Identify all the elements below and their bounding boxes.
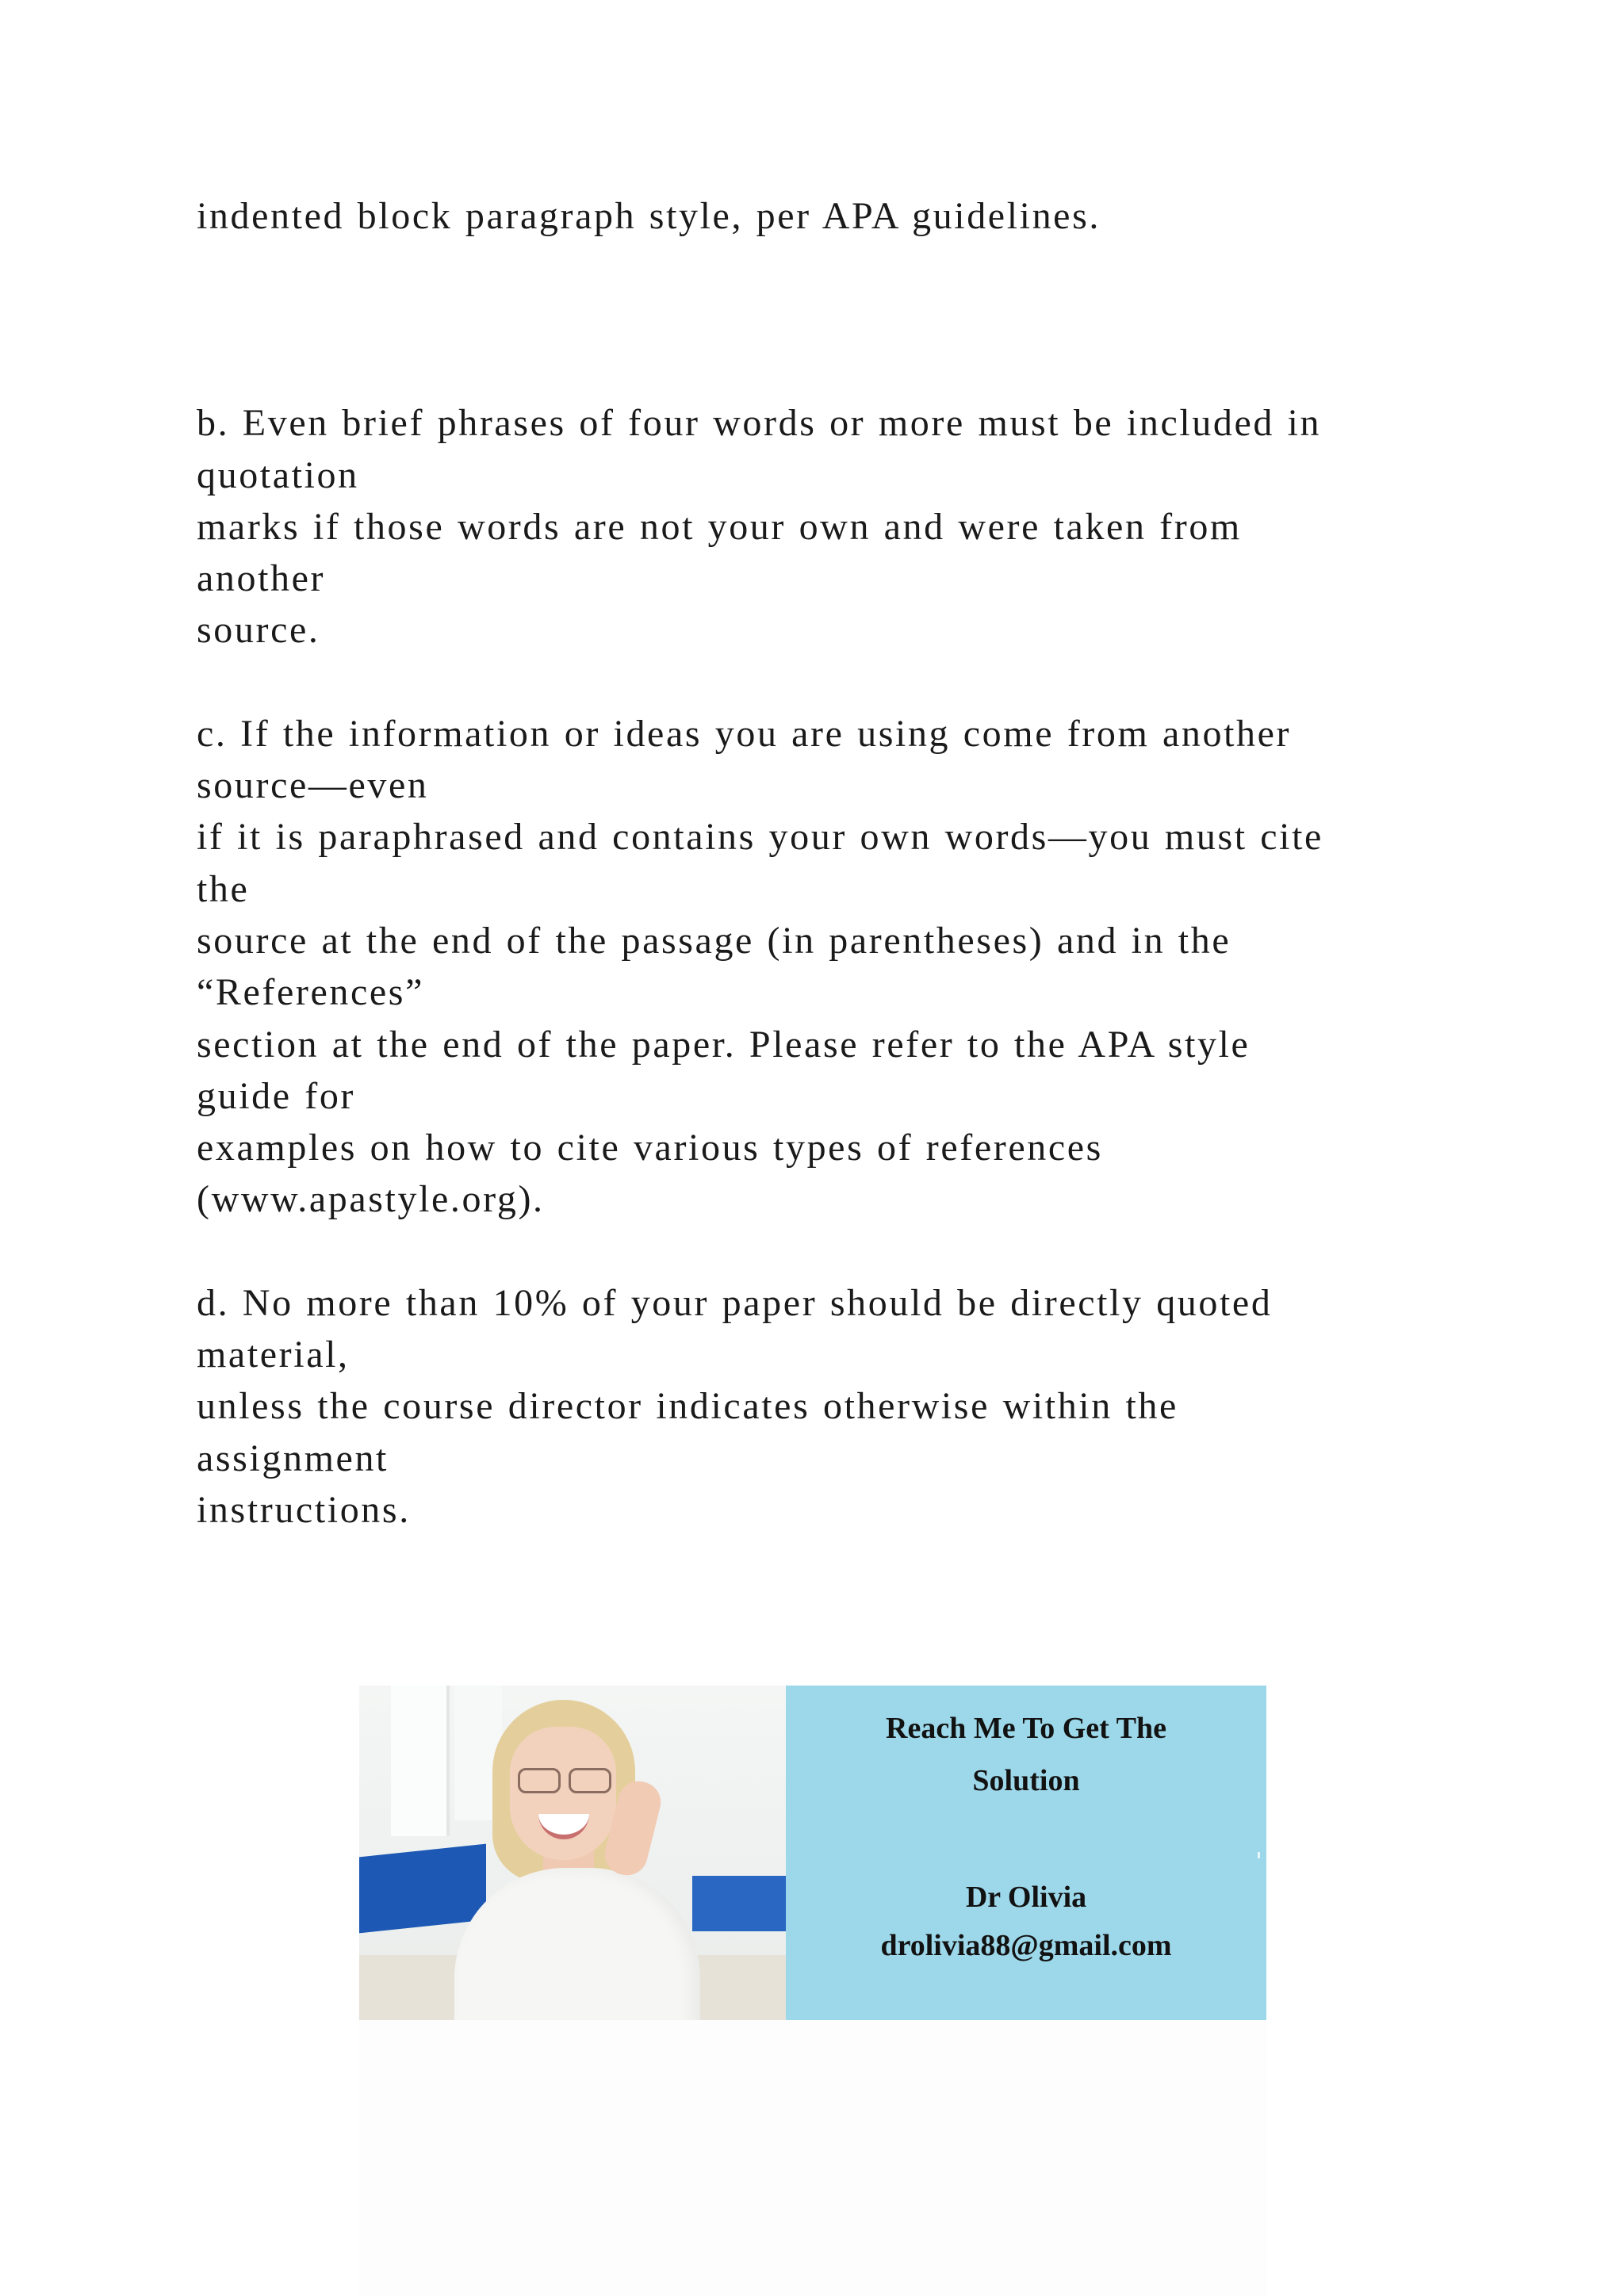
contact-banner: [359, 1686, 1266, 2020]
text-line: c. If the information or ideas you are using come from another: [197, 712, 1292, 755]
text-line: instructions.: [197, 1488, 411, 1531]
text-line: source at the end of the passage (in parentheses) and in the: [197, 919, 1231, 962]
text-line: the: [197, 867, 250, 910]
text-line: unless the course director indicates otherwise within the: [197, 1385, 1178, 1428]
banner-headline-cont: Solution: [972, 1764, 1080, 1797]
contact-email[interactable]: drolivia88@gmail.com: [880, 1929, 1172, 1962]
text-line: source.: [197, 609, 320, 652]
text-line: examples on how to cite various types of references: [197, 1127, 1103, 1169]
paragraph-intro: [197, 190, 1481, 242]
text-line: quotation: [197, 453, 359, 496]
paragraph-d: [197, 1277, 1481, 1536]
banner-headline: Reach Me To Get The: [886, 1712, 1166, 1745]
text-line: if it is paraphrased and contains your own words—you must cite: [197, 816, 1323, 859]
text-line: “References”: [197, 971, 424, 1014]
text-line: guide for: [197, 1074, 356, 1117]
document-body: [197, 190, 1481, 1536]
banner-shadow-area: [359, 2020, 1266, 2296]
text-line: assignment: [197, 1437, 389, 1479]
text-line: source—even: [197, 764, 429, 807]
text-line: b. Even brief phrases of four words or more must be included in: [197, 402, 1322, 445]
paragraph-c: [197, 708, 1481, 1226]
woman-photo: [359, 1686, 786, 2020]
text-line: material,: [197, 1334, 350, 1376]
text-line: d. No more than 10% of your paper should be directly quoted: [197, 1281, 1273, 1324]
text-line: (www.apastyle.org).: [197, 1178, 545, 1221]
contact-name: Dr Olivia: [965, 1881, 1087, 1914]
text-line: indented block paragraph style, per APA guidelines.: [197, 195, 1101, 237]
text-line: section at the end of the paper. Please refer to the APA style: [197, 1023, 1251, 1066]
text-line: marks if those words are not your own and were taken from: [197, 505, 1242, 548]
text-line: another: [197, 557, 326, 600]
paragraph-b: [197, 397, 1481, 656]
contact-info-panel: [786, 1686, 1266, 2020]
